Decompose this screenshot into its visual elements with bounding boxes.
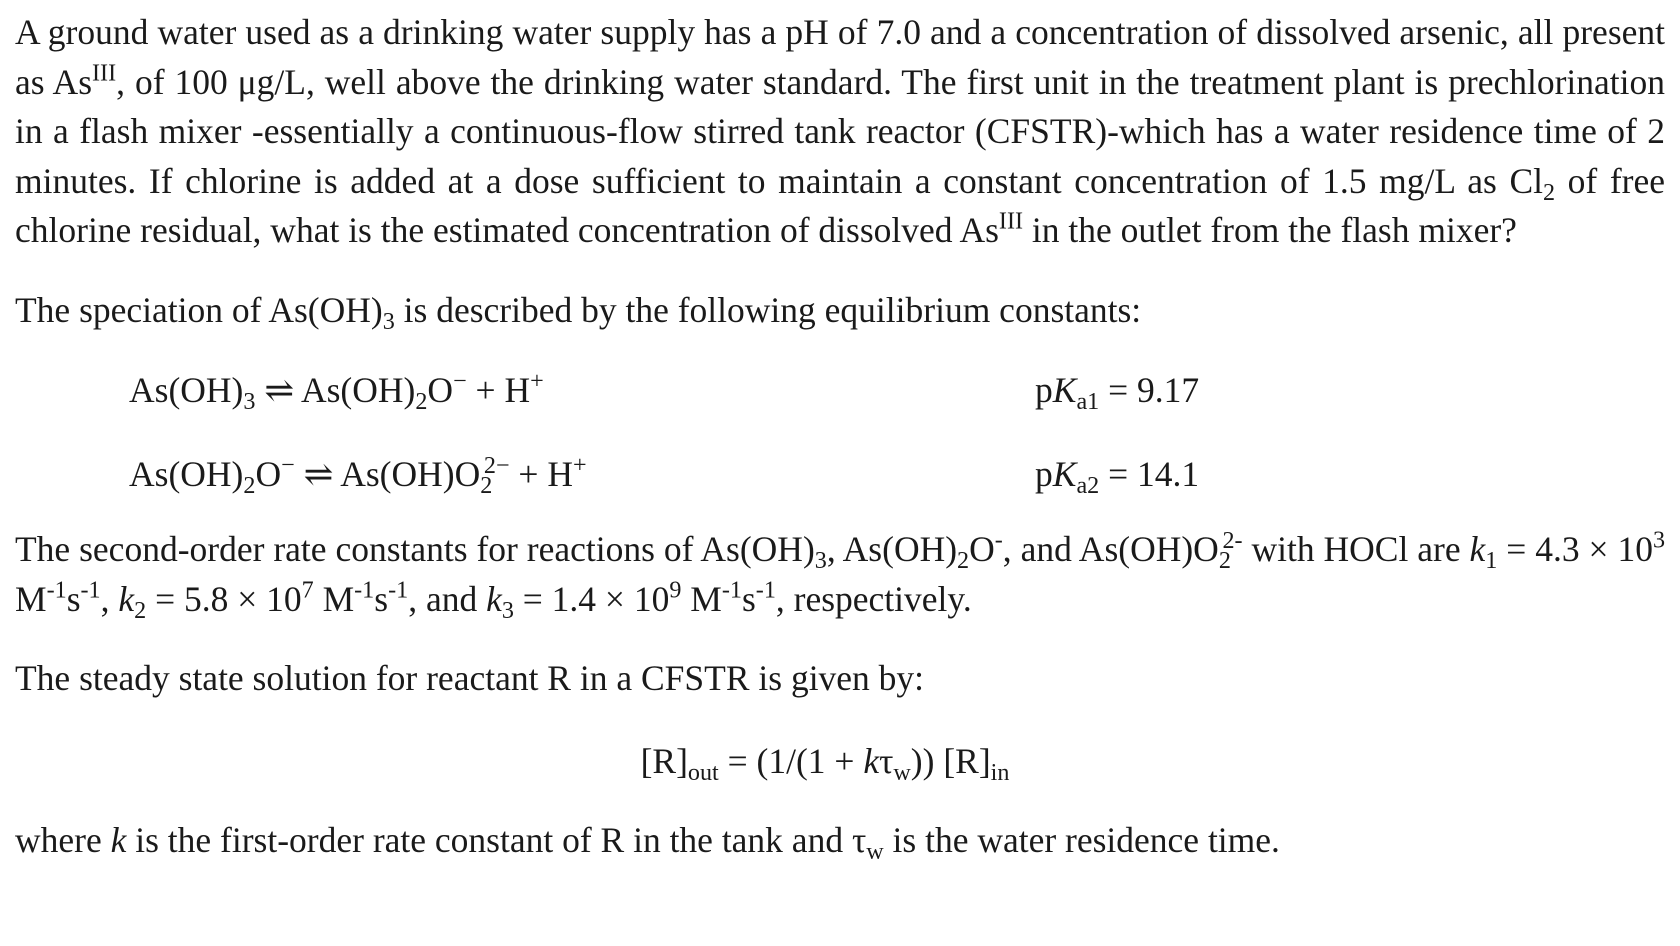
pka-number: = 9.17 <box>1099 370 1200 410</box>
subscript: 2 <box>415 387 428 415</box>
oxidation-state: III <box>998 207 1024 235</box>
unit: s <box>66 578 81 619</box>
rate-constant-symbol: k <box>110 819 127 860</box>
species: As(OH)O <box>340 454 481 494</box>
where-text: where <box>15 819 111 860</box>
k2-value: = 5.8 × 10 <box>146 578 302 619</box>
exponent: 9 <box>669 576 682 604</box>
exponent: -1 <box>354 576 375 604</box>
rates-text: The second-order rate constants for reactions of As(OH) <box>15 529 815 569</box>
speciation-text: The speciation of As(OH) <box>15 289 383 330</box>
exponent: 3 <box>1652 526 1666 554</box>
speciation-text: is described by the following equilibrium constants: <box>394 289 1142 330</box>
charge: − <box>453 367 467 395</box>
subscript: w <box>866 837 884 865</box>
subscript: 3 <box>382 307 395 335</box>
separator: , and <box>408 578 487 619</box>
where-text: is the water residence time. <box>883 819 1280 860</box>
subscript: in <box>990 758 1010 786</box>
subscript: 1 <box>1485 546 1498 574</box>
rates-text: , As(OH) <box>826 529 958 569</box>
subscript: 2 <box>480 471 493 499</box>
rates-text: with HOCl are <box>1242 529 1470 569</box>
intro-text: A ground water used as a drinking water supply has a pH of 7.0 and a concentration of dissolved arsenic, all present as As <box>15 12 1665 102</box>
k3-value: = 1.4 × 10 <box>513 578 670 619</box>
species: + H <box>509 454 573 494</box>
exponent: 7 <box>301 576 314 604</box>
charge: 2- <box>1222 526 1243 554</box>
formula-part: )) [R] <box>910 740 991 781</box>
k1-symbol: k <box>1469 529 1486 569</box>
reaction-equation <box>129 365 544 415</box>
charge: 2− <box>483 451 510 479</box>
subscript: a1 <box>1076 387 1100 415</box>
oxidation-state: III <box>92 59 117 87</box>
tau-symbol: τ <box>879 740 894 781</box>
intro-text: in the outlet from the flash mixer? <box>1023 210 1517 250</box>
species: O <box>427 370 454 410</box>
exponent: -1 <box>755 576 776 604</box>
equilibrium-arrow: ⇌ <box>294 454 341 494</box>
formula-part: = (1/(1 + <box>718 740 864 781</box>
intro-text: of free chlorine residual, what is the estimated concentration of dissolved As <box>15 160 1665 250</box>
unit: s <box>374 578 389 619</box>
species: O <box>255 454 282 494</box>
subscript: 3 <box>243 387 256 415</box>
subscript: a2 <box>1076 471 1100 499</box>
unit: M <box>681 578 722 619</box>
species: As(OH) <box>300 370 416 410</box>
problem-document <box>15 8 1665 865</box>
problem-statement <box>15 8 1665 256</box>
charge: + <box>530 367 544 395</box>
pka-number: = 14.1 <box>1099 454 1200 494</box>
unit: M <box>313 578 355 619</box>
equilibrium-1 <box>15 365 1665 415</box>
charge: + <box>572 451 587 479</box>
species: + H <box>466 370 531 410</box>
charge: − <box>281 451 295 479</box>
pka-value <box>1035 449 1199 499</box>
rates-text: , respectively. <box>775 578 972 619</box>
k3-symbol: k <box>486 578 502 619</box>
exponent: -1 <box>721 576 742 604</box>
rate-constants <box>15 525 1665 624</box>
exponent: -1 <box>80 576 101 604</box>
cfstr-formula <box>15 736 1665 786</box>
separator: , <box>100 578 119 619</box>
pka-value <box>1035 365 1199 415</box>
subscript: 2 <box>1218 546 1231 574</box>
rate-constant-symbol: k <box>863 740 880 781</box>
exponent: -1 <box>388 576 409 604</box>
subscript: w <box>893 758 911 786</box>
species: As(OH) <box>129 370 244 410</box>
subscript: 2 <box>1543 178 1556 206</box>
k2-symbol: k <box>118 578 135 619</box>
charge: - <box>994 526 1003 554</box>
reaction-equation <box>129 449 587 499</box>
k-symbol: K <box>1052 370 1077 410</box>
subscript: 2 <box>243 471 256 499</box>
subscript: 3 <box>501 596 514 624</box>
formula-part: [R] <box>640 740 688 781</box>
species: As(OH) <box>129 454 244 494</box>
subscript: 2 <box>134 596 147 624</box>
equilibrium-2 <box>15 449 1665 499</box>
speciation-intro <box>15 286 1665 336</box>
intro-text: , of 100 μg/L, well above the drinking water standard. The first unit in the treatment plant is prechlorination in a flash mixer -essentially a continuous-flow stirred tank reactor (CFSTR)-which has a water residence time of 2 minutes. If chlorine is added at a dose sufficient to maintain a constant concentration of 1.5 mg/L as Cl <box>15 61 1665 201</box>
where-text: is the first-order rate constant of R in the tank and τ <box>126 819 867 860</box>
equilibrium-arrow: ⇌ <box>255 370 301 410</box>
where-definition <box>15 816 1665 866</box>
unit: s <box>741 578 756 619</box>
subscript: 2 <box>957 546 970 574</box>
pk-prefix: p <box>1035 454 1053 494</box>
k-symbol: K <box>1052 454 1077 494</box>
subscript: 3 <box>814 546 827 574</box>
rates-text: , and As(OH)O <box>1002 529 1219 569</box>
k1-value: = 4.3 × 10 <box>1497 529 1653 569</box>
pk-prefix: p <box>1035 370 1053 410</box>
steady-state-intro: The steady state solution for reactant R in a CFSTR is given by: <box>15 658 925 698</box>
subscript: out <box>687 758 719 786</box>
unit: M <box>15 578 47 619</box>
exponent: -1 <box>46 576 67 604</box>
rates-text: O <box>969 529 995 569</box>
